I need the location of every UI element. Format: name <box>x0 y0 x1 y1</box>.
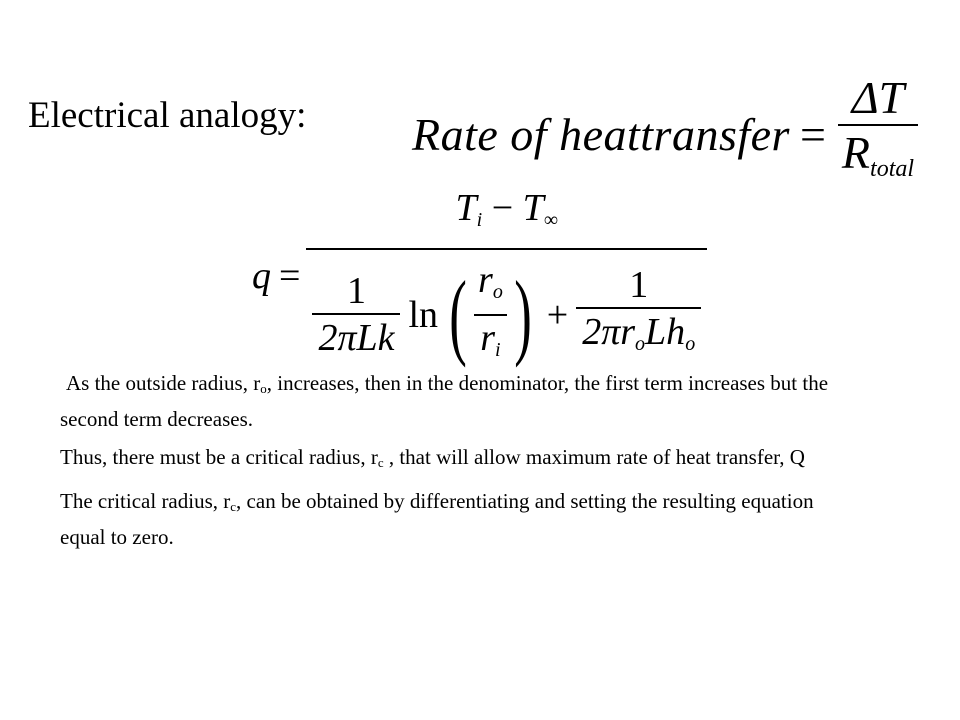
numerator-t-inner-sub: i <box>476 209 483 231</box>
p2-subscript: c <box>377 455 384 470</box>
paragraph-critical-radius <box>60 442 860 478</box>
rate-equation-den-sub: total <box>870 156 915 182</box>
numerator-t-ambient: T <box>522 187 544 229</box>
convection-den <box>576 309 701 367</box>
convection-den-a: 2πr <box>582 311 636 353</box>
heat-flow-main-fraction <box>306 180 707 372</box>
plus-sign: + <box>546 294 569 336</box>
radius-ratio-fraction <box>474 258 507 372</box>
left-paren: ( <box>449 261 467 368</box>
rate-equation-fraction <box>838 72 918 196</box>
rate-equation <box>412 72 918 196</box>
p1-text-b: , increases, then in the denominator, the first term increases but the second term decreases. <box>60 371 829 431</box>
conduction-den: 2πLk <box>318 317 395 359</box>
heat-flow-lhs: q <box>252 255 271 297</box>
convection-num: 1 <box>629 264 649 306</box>
heat-flow-equation <box>252 180 707 372</box>
convection-den-b-sub: o <box>685 333 696 355</box>
radius-inner-sub: i <box>495 339 501 361</box>
p1-text-a: As the outside radius, r <box>66 371 261 395</box>
radius-inner-var: r <box>480 317 496 359</box>
paragraph-differentiation <box>60 486 860 552</box>
p3-subscript: c <box>230 499 237 514</box>
conduction-resistance-fraction <box>312 269 400 361</box>
natural-log: ln <box>408 294 439 336</box>
convection-den-b: Lh <box>645 311 686 353</box>
numerator-t-ambient-sub: ∞ <box>543 209 559 231</box>
p1-subscript: o <box>260 381 267 396</box>
heat-flow-numerator <box>426 180 589 248</box>
p3-text-a: The critical radius, r <box>60 489 231 513</box>
rate-equation-lhs: Rate of heattransfer <box>412 108 790 160</box>
explanation-text <box>60 368 860 560</box>
rate-equation-numerator: ΔT <box>851 72 905 123</box>
rate-equation-equals: = <box>799 108 826 160</box>
right-paren: ) <box>514 261 532 368</box>
heat-flow-denominator <box>306 250 707 372</box>
radius-outer-var: r <box>478 259 493 301</box>
convection-resistance-fraction <box>576 263 701 367</box>
radius-outer-sub: o <box>492 281 503 303</box>
conduction-num: 1 <box>346 270 366 312</box>
radius-ratio-num <box>474 258 507 314</box>
p2-text-a: Thus, there must be a critical radius, r <box>60 445 378 469</box>
radius-ratio-den <box>476 316 504 372</box>
numerator-minus: − <box>491 187 514 229</box>
heat-flow-equals: = <box>279 255 301 297</box>
numerator-t-inner: T <box>455 187 477 229</box>
paragraph-outside-radius <box>60 368 860 434</box>
p2-text-b: , that will allow maximum rate of heat transfer, Q <box>383 445 805 469</box>
rate-equation-denominator <box>838 126 918 196</box>
rate-equation-den-var: R <box>841 127 871 178</box>
slide-heading: Electrical analogy: <box>28 95 307 136</box>
convection-den-a-sub: o <box>635 333 646 355</box>
p3-text-b: , can be obtained by differentiating and setting the resulting equation equal to zero. <box>60 489 814 549</box>
